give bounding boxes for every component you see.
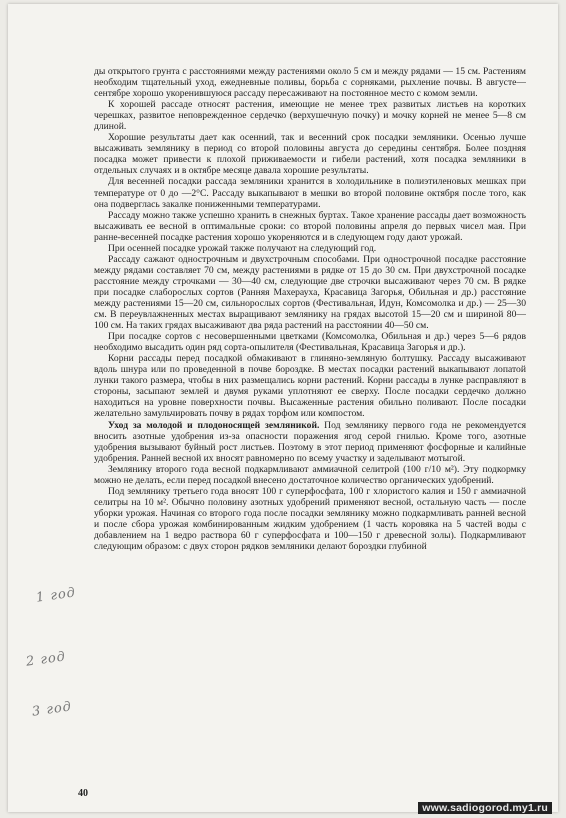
paragraph — [94, 420, 526, 464]
paragraph-text: Хорошие результаты дает как осенний, так и весенний срок посадки земляники. Осенью лучше высаживать землянику в период со второй половины августа до середины сентября. Более поздняя посадка может привести к плохой приживаемости и гибели растений, хотя посадка земляники в отдельных случаях и в октябре месяце давала хорошие результаты. — [94, 132, 526, 177]
page-number: 40 — [78, 788, 88, 799]
paragraph-text: К хорошей рассаде относят растения, имеющие не менее трех развитых листьев на коротких черешках, развитое неповрежденное сердечко (верхушечную почку) и мочку корней не менее 5—8 см длиной. — [94, 99, 526, 133]
paragraph-text: При посадке сортов с несовершенными цветками (Комсомолка, Обильная и др.) через 5—6 рядов необходимо высадить один ряд сорта-опылителя (Фестивальная, Красавица Загорья и др.). — [94, 331, 526, 354]
paragraph-text: Рассаду сажают однострочным и двухстрочным способами. При однострочной посадке расстояние между рядами составляет 70 см, между растениями в рядке от 15 до 30 см. При двухстрочной посадке расстояние между строчками — 30—40 см, следующие две строчки высаживают через 70 см. В рядке при посадке слаборослых сортов (Ранняя Махерауха, Красавица Загорья, Обильная и др.) расстояние между растениями 15—20 см, сильнорослых сортов (Фестивальная, Идун, Комсомолка и др.) — 25—30 см. В переувлажненных местах выращивают землянику на грядах высотой 15—20 см и шириной 80—100 см. На таких грядах высаживают два ряда растений на расстоянии 40—50 см. — [94, 253, 526, 332]
margin-note-year-3: 3 год — [31, 699, 73, 720]
paragraph — [94, 353, 526, 419]
paragraph-text: Для весенней посадки рассада земляники хранится в холодильнике в полиэтиленовых мешках при температуре от 0 до —2°С. Рассаду выкапывают в мешки во второй половине октября после того, как она подверглась закалке пониженными температурами. — [94, 176, 526, 210]
margin-note-year-1: 1 год — [35, 585, 77, 606]
paragraph — [94, 132, 526, 176]
paragraph — [94, 331, 526, 353]
paragraph — [94, 66, 526, 99]
paragraph — [94, 464, 526, 486]
paragraph — [94, 254, 526, 331]
paragraph — [94, 243, 526, 254]
section-heading: Уход за молодой и плодоносящей земляникой. — [108, 419, 320, 431]
paragraph-text: Под землянику третьего года вносят 100 г суперфосфата, 100 г хлористого калия и 150 г аммиачной селитры на 10 м². Обычно половину азотных удобрений применяют весной, остальную часть — после уборки урожая. Начиная со второго года после посадки землянику можно подкармливать ранней весной и после сбора урожая комбинированным жидким удобрением (1 часть коровяка на 5 частей воды с добавлением на 1 ведро раствора 60 г суперфосфата и 100—150 г древесной золы). Подкармливают следующим образом: с двух сторон рядков земляники делают бороздки глубиной — [94, 485, 526, 553]
paragraph-text: Корни рассады перед посадкой обмакивают в глиняно-земляную болтушку. Рассаду высаживают вдоль шнура или по проведенной в почве бороздке. В местах посадки растений выкапывают лопатой лунки такого размера, чтобы в них размещались корни растений. Корни рассады в лунке расправляют в стороны, засыпают землей и двумя руками уплотняют ее сверху. После посадки сердечко должно находиться на уровне поверхности почвы. Высаженные растения обильно поливают. После посадки желательно замульчировать почву в рядах торфом или компостом. — [94, 353, 526, 420]
margin-note-year-2: 2 год — [25, 649, 67, 670]
paragraph-text: Под землянику первого года не рекомендуется вносить азотные удобрения из-за опасности поражения ягод серой гнилью. Кроме того, азотные удобрения вызывают буйный рост листьев. Поэтому в этот период применяют фосфорные и калийные удобрения. Ранней весной их вносят равномерно по всему участку и заделывают мотыгой. — [94, 419, 526, 464]
site-watermark: www.sadiogorod.my1.ru — [418, 802, 552, 814]
paragraph-text: Рассаду можно также успешно хранить в снежных буртах. Такое хранение рассады дает возможность высаживать ее весной в оптимальные сроки: со второй половины апреля до первых чисел мая. При ранне-весенней посадке растения хорошо укореняются и в следующем году дают урожай. — [94, 209, 526, 243]
paragraph — [94, 210, 526, 243]
paragraph — [94, 99, 526, 132]
paragraph-text: Землянику второго года весной подкармливают аммиачной селитрой (100 г/10 м²). Эту подкормку можно не делать, если перед посадкой внесено достаточное количество органических удобрений. — [94, 463, 526, 486]
paragraph — [94, 486, 526, 552]
paragraph — [94, 176, 526, 209]
paragraph-text: При осенней посадке урожай также получают на следующий год. — [108, 242, 377, 254]
paragraph-text: ды открытого грунта с расстояниями между растениями около 5 см и между рядами — 15 см. Растениям необходим тщательный уход, ежедневные поливы, борьба с сорняками, рыхление почвы. В августе—сентябре хорошо укоренившуюся рассаду пересаживают на постоянное место с комом земли. — [94, 66, 526, 100]
book-page — [8, 4, 558, 812]
body-text — [94, 66, 526, 778]
